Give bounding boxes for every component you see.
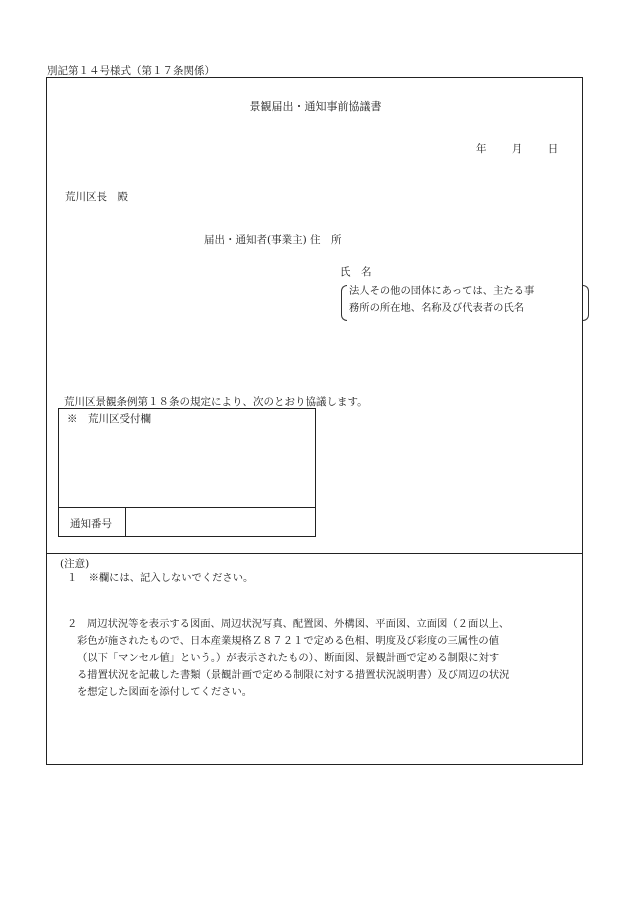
notifier-address-label: 届出・通知者(事業主) 住 所	[204, 234, 342, 246]
note-line: を想定した図面を添付してください。	[77, 686, 253, 698]
note-text: ※欄には、記入しないでください。	[88, 572, 254, 584]
reception-label: ※ 荒川区受付欄	[67, 413, 151, 425]
note-line: 周辺状況等を表示する図面、周辺状況写真、配置図、外構図、平面図、立面図（２面以上、	[87, 618, 510, 630]
notification-number-row	[58, 507, 316, 537]
note-number: １	[67, 572, 78, 584]
form-frame	[46, 77, 583, 765]
corporate-note-line: 務所の所在地、名称及び代表者の氏名	[349, 302, 525, 314]
reception-box	[58, 408, 316, 537]
note-line: 彩色が施されたもので、日本産業規格Ｚ８７２１で定める色相、明度及び彩度の三属性の値	[77, 635, 499, 647]
left-bracket	[341, 285, 347, 321]
document-title: 景観届出・通知事前協議書	[249, 100, 382, 113]
corporate-note-line: 法人その他の団体にあっては、主たる事	[349, 285, 535, 297]
note-item	[67, 616, 567, 701]
note-line: る措置状況を記載した書類（景観計画で定める制限に対する措置状況説明書）及び周辺の状況	[77, 669, 510, 681]
notes-divider	[47, 553, 582, 554]
form-header: 別記第１４号様式（第１７条関係）	[47, 65, 215, 77]
date-day-label: 日	[547, 143, 559, 155]
date-month-label: 月	[511, 143, 523, 155]
name-label: 氏 名	[340, 266, 372, 278]
notification-number-label: 通知番号	[70, 518, 112, 530]
notes-heading: (注意)	[60, 558, 90, 570]
date-line	[476, 141, 580, 156]
number-divider	[125, 508, 126, 537]
right-bracket	[583, 285, 589, 321]
consultation-statement: 荒川区景観条例第１８条の規定により、次のとおり協議します。	[64, 396, 368, 408]
date-year-label: 年	[476, 143, 487, 155]
note-line: （以下「マンセル値」という。）が表示されたもの）、断面図、景観計画で定める制限に対す	[77, 652, 500, 664]
corporate-note	[341, 283, 589, 321]
addressee: 荒川区長 殿	[65, 191, 128, 203]
note-number: ２	[67, 618, 78, 630]
note-item	[67, 570, 253, 587]
